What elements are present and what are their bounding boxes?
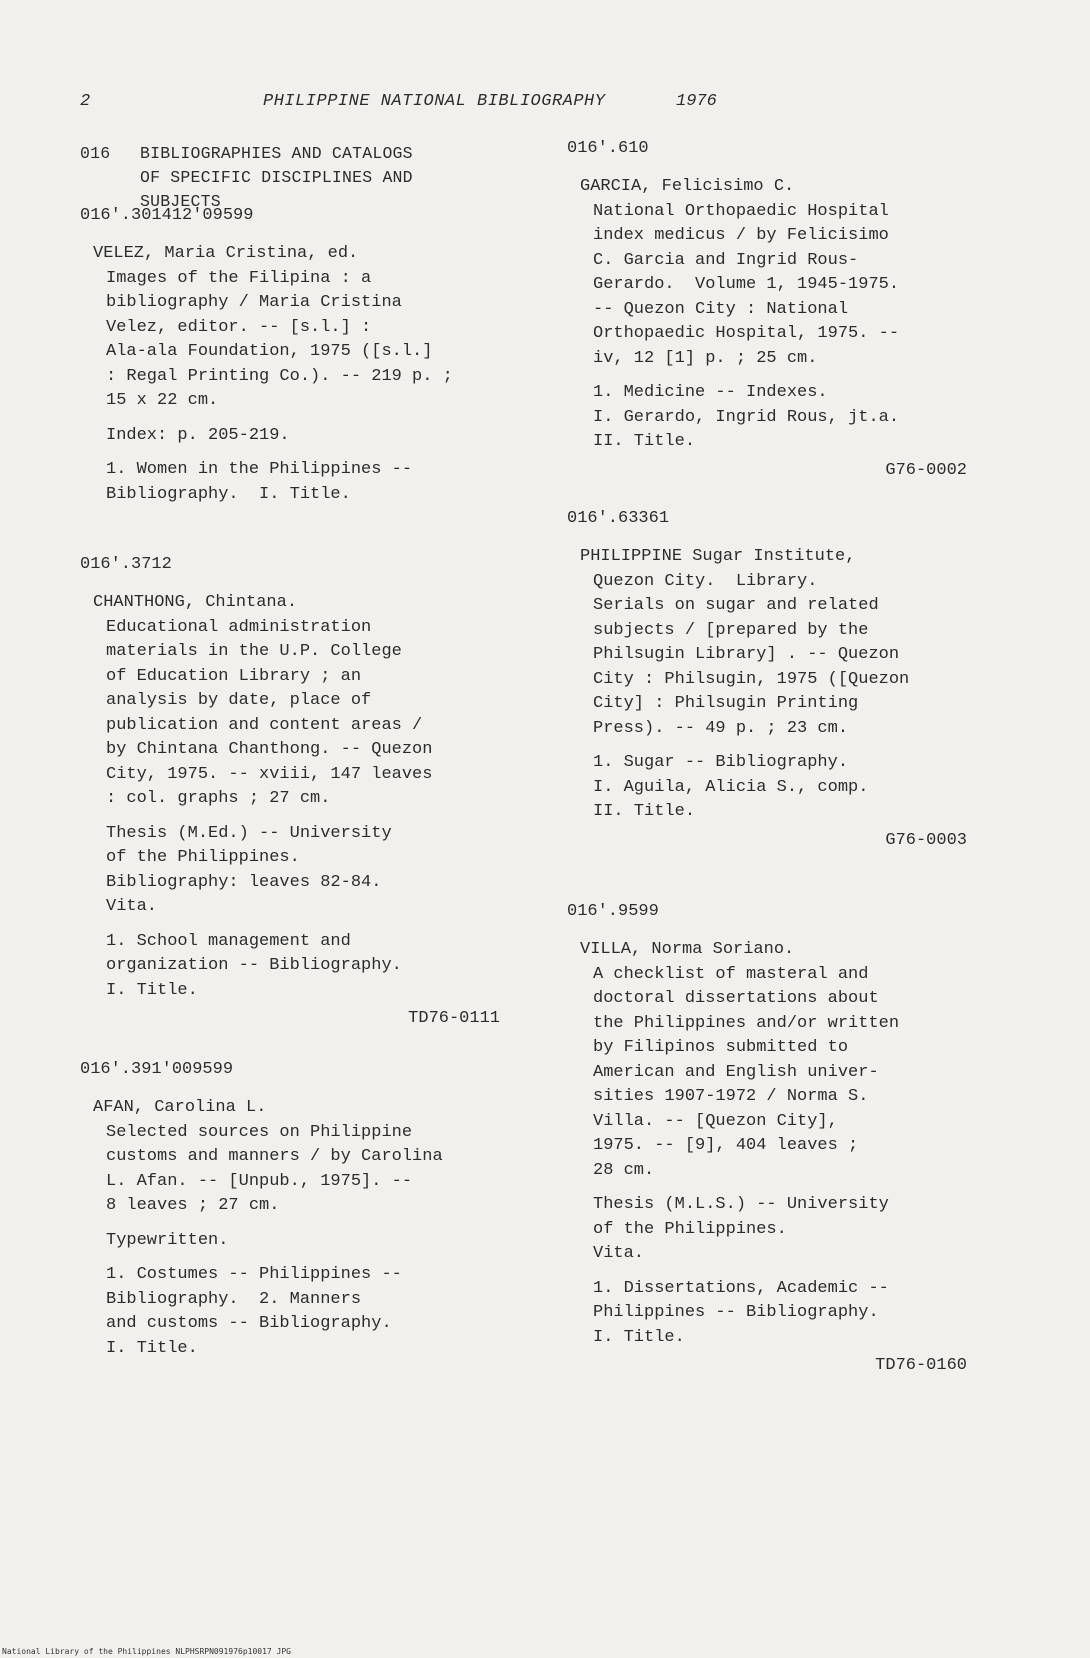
subject-tracings-line: Bibliography. I. Title. [106,484,351,504]
subject-tracings-line: II. Title. [593,432,696,451]
description-line: customs and manners / by Carolina [106,1147,443,1166]
description-line: : Regal Printing Co.). -- 219 p. ; [106,366,453,386]
subject-tracings-line: 1. Sugar -- Bibliography. [593,753,849,772]
description-line: American and English univer- [593,1062,879,1082]
description-line: Selected sources on Philippine [106,1122,413,1142]
description-line: National Orthopaedic Hospital [593,201,889,221]
subject-tracings [567,381,967,455]
subject-tracings-line: I. Aguila, Alicia S., comp. [593,777,869,797]
notes-line: Bibliography: leaves 82-84. [106,872,382,892]
description-line: GARCIA, Felicisimo C. [580,177,795,196]
subject-tracings-line: I. Title. [593,1327,685,1347]
description-line: L. Afan. -- [Unpub., 1975]. -- [106,1171,413,1191]
description-line: VELEZ, Maria Cristina, ed. [93,244,359,263]
description [80,1096,500,1219]
notes-line: Index: p. 205-219. [106,425,290,445]
description-line: doctoral dissertations about [593,989,879,1008]
description-line: Quezon City. Library. [593,571,818,591]
control-number: TD76-0160 [875,1356,967,1375]
class-number: 016'.301412'09599 [80,206,254,225]
description-line: Orthopaedic Hospital, 1975. -- [593,324,900,343]
description [80,591,500,812]
control-number: G76-0002 [885,460,967,480]
subject-tracings-line: II. Title. [593,802,696,821]
subject-tracings-line: I. Title. [106,1338,198,1358]
notes [80,822,500,920]
description-line: Gerardo. Volume 1, 1945-1975. [593,275,900,294]
description [567,545,967,741]
description-line: the Philippines and/or written [593,1013,900,1033]
subject-tracings-line: 1. Women in the Philippines -- [106,460,413,479]
description-line: analysis by date, place of [106,691,372,710]
notes-line: of the Philippines. [106,848,300,867]
description [567,175,967,371]
description-line: VILLA, Norma Soriano. [580,940,795,959]
class-number: 016'.3712 [80,555,172,574]
bibliography-entry [567,900,967,1379]
notes-line: Thesis (M.Ed.) -- University [106,823,392,843]
description-line: AFAN, Carolina L. [93,1098,267,1117]
description-line: materials in the U.P. College [106,642,402,661]
section-number: 016 [80,144,111,163]
bibliography-entry [80,1058,500,1361]
bibliography-entry [80,553,500,1032]
subject-tracings [567,1277,967,1351]
notes-line: Vita. [593,1244,645,1263]
description-line: City : Philsugin, 1975 ([Quezon [593,669,910,689]
subject-tracings-line: Bibliography. 2. Manners [106,1289,362,1309]
bibliography-entry [567,507,967,853]
description-line: publication and content areas / [106,715,423,735]
description-line: subjects / [prepared by the [593,620,869,640]
description-line: CHANTHONG, Chintana. [93,593,298,612]
class-number: 016'.63361 [567,509,670,528]
description-line: Velez, editor. -- [s.l.] : [106,317,372,337]
description-line: Villa. -- [Quezon City], [593,1111,838,1131]
description-line: : col. graphs ; 27 cm. [106,789,331,808]
subject-tracings-line: I. Title. [106,980,198,1000]
page-number: 2 [80,92,91,111]
subject-tracings-line: Philippines -- Bibliography. [593,1303,879,1322]
description-line: sities 1907-1972 / Norma S. [593,1087,869,1106]
subject-tracings [567,751,967,825]
notes [80,1229,500,1254]
subject-tracings-line: and customs -- Bibliography. [106,1314,392,1333]
description-line: C. Garcia and Ingrid Rous- [593,250,859,270]
subject-tracings-line: 1. Medicine -- Indexes. [593,383,828,402]
subject-tracings-line: organization -- Bibliography. [106,956,402,975]
class-number: 016'.391'009599 [80,1060,234,1079]
description-line: 15 x 22 cm. [106,391,219,410]
description-line: -- Quezon City : National [593,299,849,319]
description-line: Images of the Filipina : a [106,268,372,288]
description-line: Philsugin Library] . -- Quezon [593,645,900,664]
subject-tracings [80,1263,500,1361]
running-title: PHILIPPINE NATIONAL BIBLIOGRAPHY [263,92,606,111]
class-number: 016'.610 [567,139,649,158]
description [80,242,500,414]
notes [80,424,500,449]
notes-line: Vita. [106,897,158,916]
notes-line: Typewritten. [106,1230,229,1250]
description-line: A checklist of masteral and [593,964,869,984]
bibliography-entry [80,204,500,507]
subject-tracings-line: 1. Dissertations, Academic -- [593,1278,889,1298]
page-header [80,92,730,118]
description-line: Press). -- 49 p. ; 23 cm. [593,718,849,738]
description-line: index medicus / by Felicisimo [593,226,889,245]
class-number: 016'.9599 [567,902,659,921]
notes-line: of the Philippines. [593,1219,787,1239]
description-line: Serials on sugar and related [593,596,879,615]
control-number: G76-0003 [885,830,967,850]
subject-tracings-line: I. Gerardo, Ingrid Rous, jt.a. [593,407,900,427]
description-line: 1975. -- [9], 404 leaves ; [593,1136,859,1155]
description-line: by Filipinos submitted to [593,1038,849,1057]
description-line: City] : Philsugin Printing [593,694,859,713]
control-number: TD76-0111 [408,1009,500,1028]
bibliography-entry [567,137,967,483]
section-title: BIBLIOGRAPHIES AND CATALOGS OF SPECIFIC DISCIPLINES AND SUBJECTS [140,144,413,211]
description-line: 28 cm. [593,1160,655,1180]
subject-tracings-line: 1. School management and [106,931,351,951]
description-line: bibliography / Maria Cristina [106,293,402,312]
description-line: Ala-ala Foundation, 1975 ([s.l.] [106,342,433,361]
subject-tracings [80,930,500,1004]
description-line: iv, 12 [1] p. ; 25 cm. [593,348,818,368]
subject-tracings [80,458,500,507]
description-line: 8 leaves ; 27 cm. [106,1196,280,1215]
notes-line: Thesis (M.L.S.) -- University [593,1195,889,1214]
header-year: 1976 [676,92,717,111]
subject-tracings-line: 1. Costumes -- Philippines -- [106,1265,402,1284]
scan-footer: National Library of the Philippines NLPHSRPN091976p10017 JPG [2,1647,291,1656]
description [567,938,967,1183]
description-line: of Education Library ; an [106,666,362,686]
description-line: by Chintana Chanthong. -- Quezon [106,740,433,759]
description-line: City, 1975. -- xviii, 147 leaves [106,764,433,784]
notes [567,1193,967,1267]
description-line: Educational administration [106,617,372,637]
description-line: PHILIPPINE Sugar Institute, [580,547,856,566]
